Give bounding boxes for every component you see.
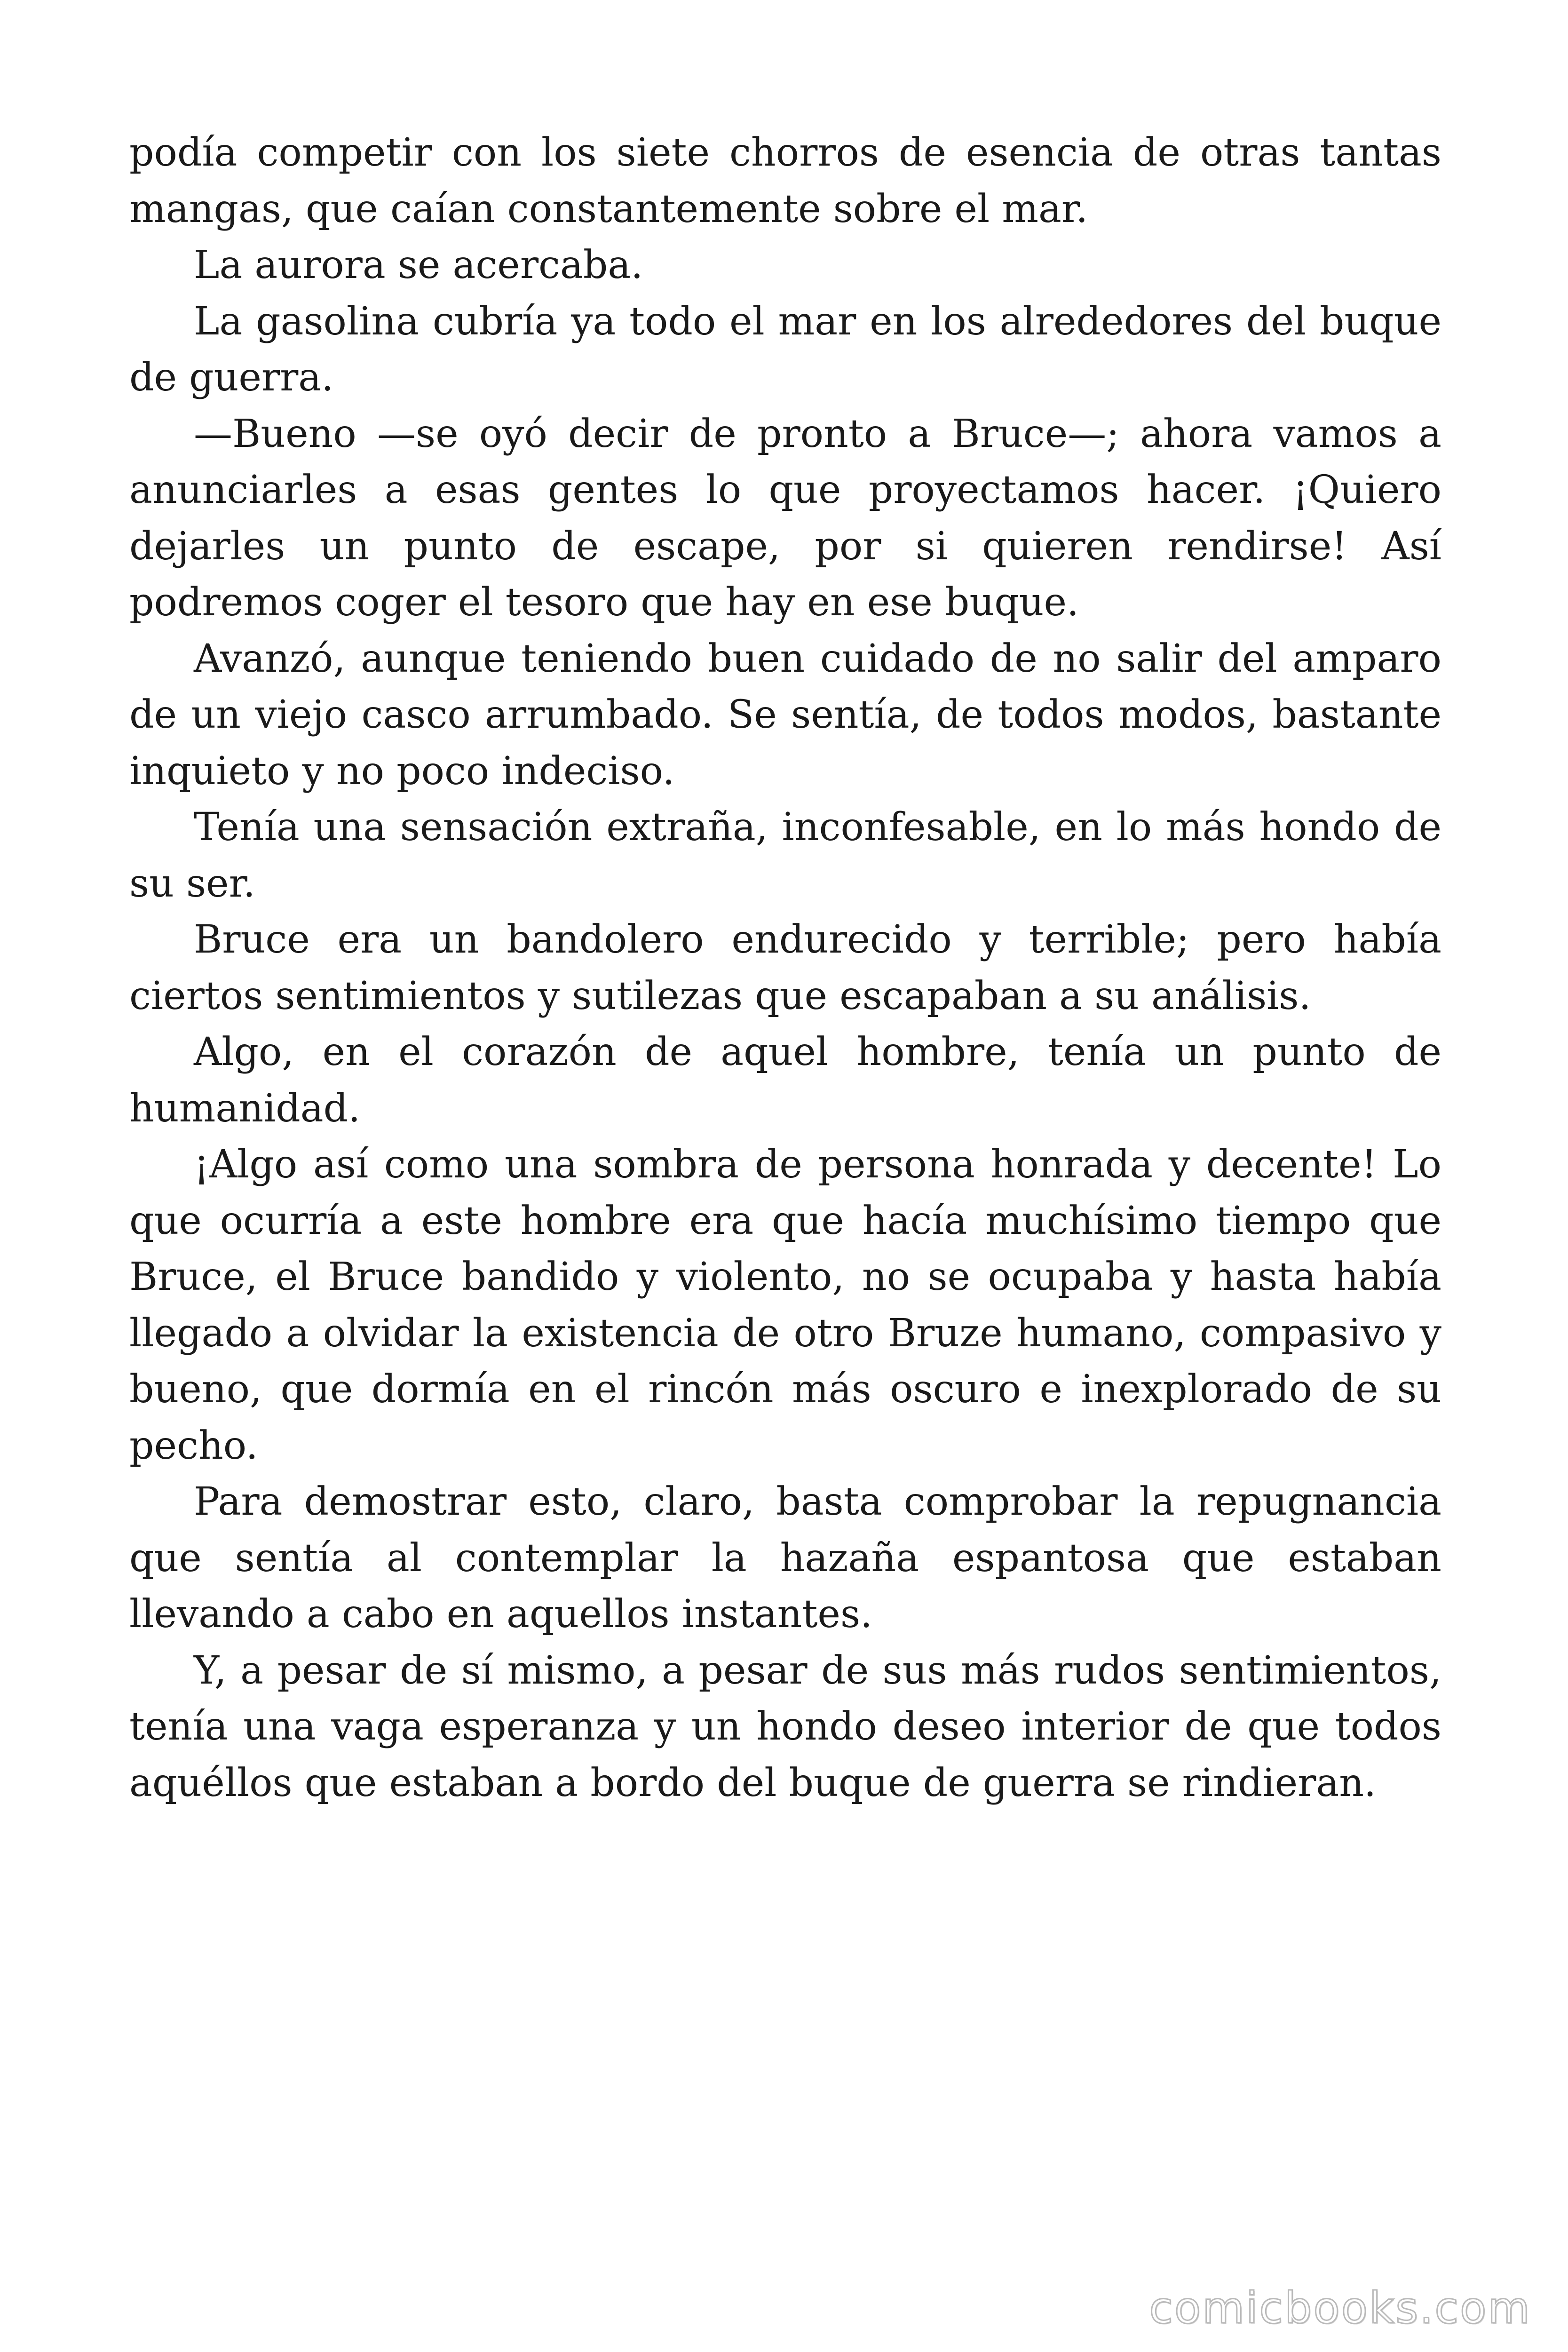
paragraph: La gasolina cubría ya todo el mar en los alrededores del buque de guerra.	[129, 299, 1441, 400]
paragraph: Y, a pesar de sí mismo, a pesar de sus más rudos sentimientos, tenía una vaga esperanza y un hondo deseo interior de que todos aquéllos que estaban a bordo del buque de guerra se rindieran.	[129, 1648, 1441, 1805]
paragraph: Algo, en el corazón de aquel hombre, tenía un punto de humanidad.	[129, 1030, 1441, 1131]
paragraph: Tenía una sensación extraña, inconfesable, en lo más hondo de su ser.	[129, 805, 1441, 906]
paragraph: —Bueno —se oyó decir de pronto a Bruce—; ahora vamos a anunciarles a esas gentes lo que proyectamos hacer. ¡Quiero dejarles un punto de escape, por si quieren rendirse! Así podremos coger el tesoro que hay en ese buque.	[129, 411, 1441, 625]
paragraph: Para demostrar esto, claro, basta comprobar la repugnancia que sentía al contemplar la hazaña espantosa que estaban llevando a cabo en aquellos instantes.	[129, 1479, 1441, 1637]
paragraph: Bruce era un bandolero endurecido y terrible; pero había ciertos sentimientos y sutilezas que escapaban a su análisis.	[129, 917, 1441, 1018]
paragraph: La aurora se acercaba.	[194, 243, 643, 287]
paragraph-continued: podía competir con los siete chorros de esencia de otras tantas mangas, que caían constantemente sobre el mar.	[129, 130, 1441, 231]
body-text	[129, 125, 1441, 1811]
watermark-logo: comicbooks.com	[1149, 2283, 1531, 2333]
paragraph: ¡Algo así como una sombra de persona honrada y decente! Lo que ocurría a este hombre era que hacía muchísimo tiempo que Bruce, el Bruce bandido y violento, no se ocupaba y hasta había llegado a olvidar la existencia de otro Bruze humano, compasivo y bueno, que dormía en el rincón más oscuro e inexplorado de su pecho.	[129, 1142, 1441, 1468]
paragraph: Avanzó, aunque teniendo buen cuidado de no salir del amparo de un viejo casco arrumbado. Se sentía, de todos modos, bastante inquieto y no poco indeciso.	[129, 636, 1441, 794]
